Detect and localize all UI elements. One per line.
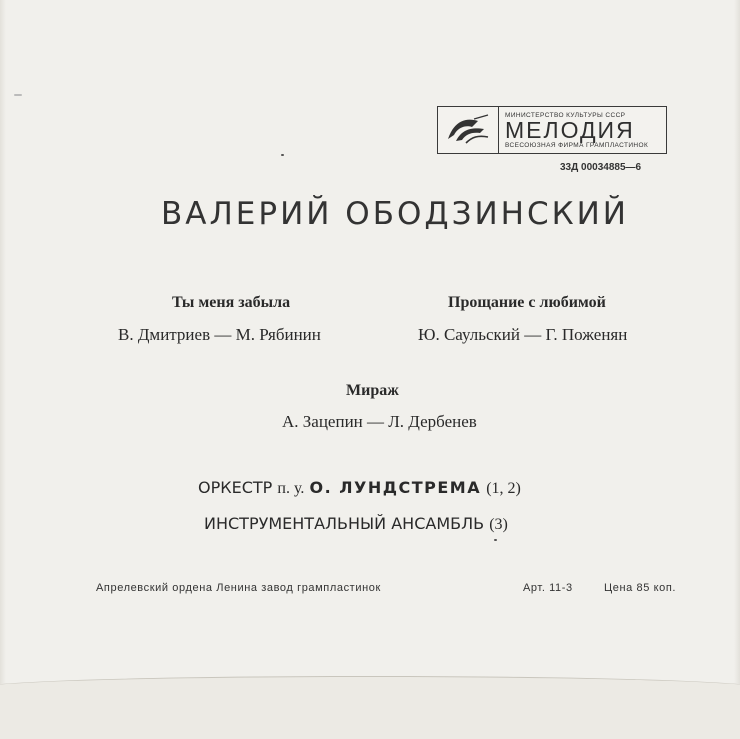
ensemble-name: ИНСТРУМЕНТАЛЬНЫЙ АНСАМБЛЬ xyxy=(204,514,485,533)
song-2-title: Прощание с любимой xyxy=(448,294,606,311)
orchestra-prefix: ОРКЕСТР xyxy=(198,478,273,497)
orchestra-conductor-name: О. ЛУНДСТРЕМА xyxy=(309,478,482,497)
catalog-number: 33Д 00034885—6 xyxy=(560,162,642,173)
orchestra-conductor-abbr: п. у. xyxy=(277,480,305,497)
melodiya-logo xyxy=(437,106,667,154)
article-number: Арт. 11-3 xyxy=(523,582,573,594)
right-edge-shade xyxy=(734,0,740,739)
factory-name: Апрелевский ордена Ленина завод грампластинок xyxy=(96,582,381,594)
ensemble-tracks: (3) xyxy=(489,516,508,533)
logo-brand-name: МЕЛОДИЯ xyxy=(505,116,635,143)
performer-line-orchestra xyxy=(198,478,521,498)
song-3-title: Мираж xyxy=(346,382,399,399)
song-3-credits: А. Зацепин — Л. Дербенев xyxy=(282,412,477,431)
logo-text-block xyxy=(499,107,666,153)
melodiya-emblem-icon xyxy=(438,107,499,153)
song-2-credits: Ю. Саульский — Г. Поженян xyxy=(418,325,628,344)
sleeve-flap xyxy=(0,676,740,739)
print-speck xyxy=(14,94,22,96)
song-1-credits: В. Дмитриев — М. Рябинин xyxy=(118,325,321,344)
print-speck xyxy=(281,154,284,156)
performer-line-ensemble xyxy=(204,514,508,534)
song-1-title: Ты меня забыла xyxy=(172,294,291,311)
orchestra-tracks: (1, 2) xyxy=(486,480,521,497)
logo-ministry-line: МИНИСТЕРСТВО КУЛЬТУРЫ СССР xyxy=(505,111,626,119)
price-label: Цена 85 коп. xyxy=(604,582,677,594)
print-speck xyxy=(494,539,497,541)
artist-name: ВАЛЕРИЙ ОБОДЗИНСКИЙ xyxy=(161,196,629,232)
logo-firm-line: ВСЕСОЮЗНАЯ ФИРМА ГРАМПЛАСТИНОК xyxy=(505,141,649,149)
left-edge-shade xyxy=(0,0,6,739)
